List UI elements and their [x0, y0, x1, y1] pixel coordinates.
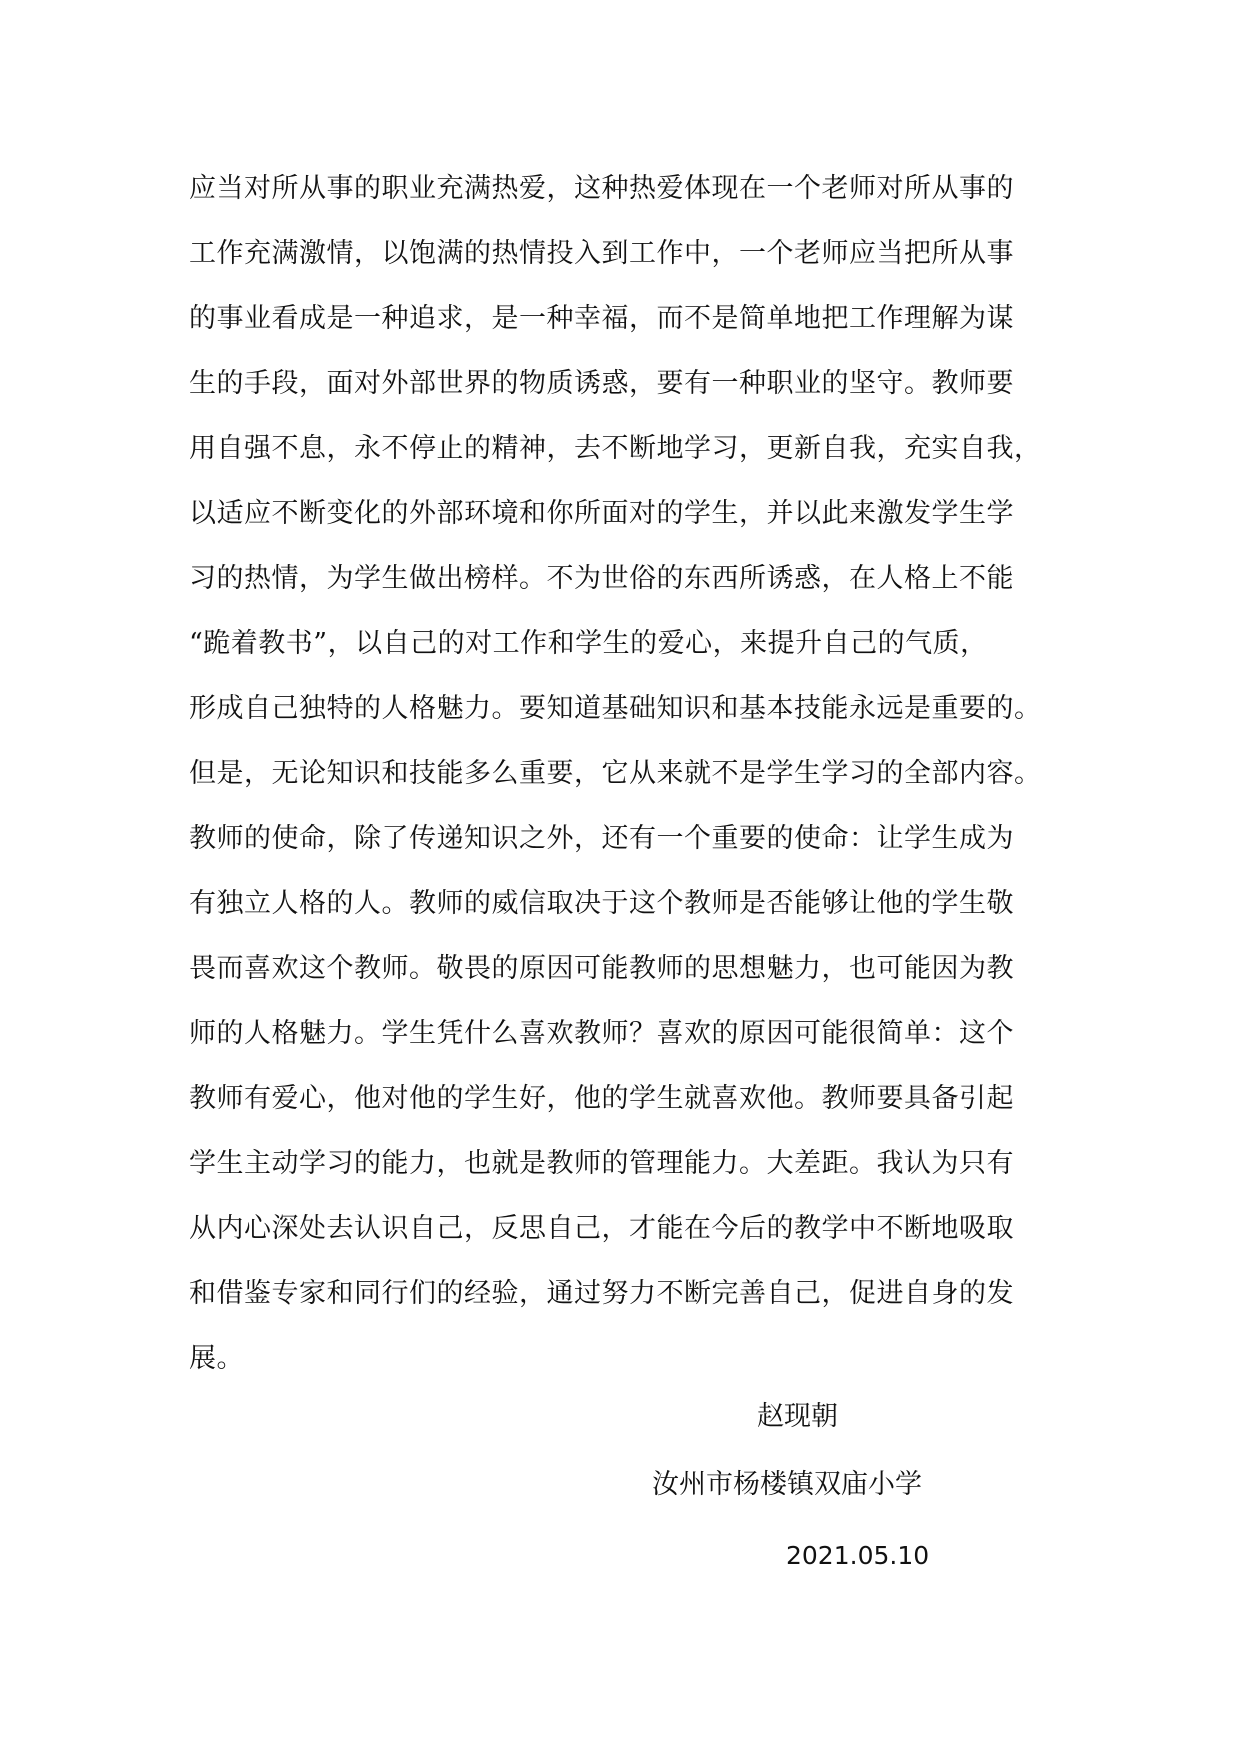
text-line: 学生主动学习的能力，也就是教师的管理能力。大差距。我认为只有 [189, 1148, 1014, 1179]
text-line: 生的手段，面对外部世界的物质诱惑，要有一种职业的坚守。教师要 [189, 368, 1014, 399]
text-line: 习的热情，为学生做出榜样。不为世俗的东西所诱惑，在人格上不能 [189, 563, 1014, 594]
text-line: 和借鉴专家和同行们的经验，通过努力不断完善自己，促进自身的发 [189, 1278, 1014, 1309]
text-line: 应当对所从事的职业充满热爱，这种热爱体现在一个老师对所从事的 [189, 173, 1014, 204]
text-line: 师的人格魅力。学生凭什么喜欢教师？喜欢的原因可能很简单：这个 [189, 1018, 1014, 1049]
text-line: 形成自己独特的人格魅力。要知道基础知识和基本技能永远是重要的。 [189, 693, 1042, 724]
text-line: 教师有爱心，他对他的学生好，他的学生就喜欢他。教师要具备引起 [189, 1083, 1014, 1114]
signature-school: 汝州市杨楼镇双庙小学 [652, 1469, 922, 1500]
text-line: 以适应不断变化的外部环境和你所面对的学生，并以此来激发学生学 [189, 498, 1014, 529]
text-line: 工作充满激情，以饱满的热情投入到工作中，一个老师应当把所从事 [189, 238, 1014, 269]
text-line: 但是，无论知识和技能多么重要，它从来就不是学生学习的全部内容。 [189, 758, 1042, 789]
signature-author-name: 赵现朝 [757, 1401, 838, 1432]
text-line: “跪着教书”，以自己的对工作和学生的爱心，来提升自己的气质， [189, 628, 988, 659]
text-line: 的事业看成是一种追求，是一种幸福，而不是简单地把工作理解为谋 [189, 303, 1014, 334]
text-line: 教师的使命，除了传递知识之外，还有一个重要的使命：让学生成为 [189, 823, 1014, 854]
text-line: 展。 [189, 1343, 244, 1374]
text-line: 有独立人格的人。教师的威信取决于这个教师是否能够让他的学生敬 [189, 888, 1014, 919]
text-line: 用自强不息，永不停止的精神，去不断地学习，更新自我，充实自我， [189, 433, 1042, 464]
text-line: 畏而喜欢这个教师。敬畏的原因可能教师的思想魅力，也可能因为教 [189, 953, 1014, 984]
body-paragraph [189, 156, 1069, 1391]
signature-date: 2021.05.10 [786, 1541, 930, 1570]
text-line: 从内心深处去认识自己，反思自己，才能在今后的教学中不断地吸取 [189, 1213, 1014, 1244]
